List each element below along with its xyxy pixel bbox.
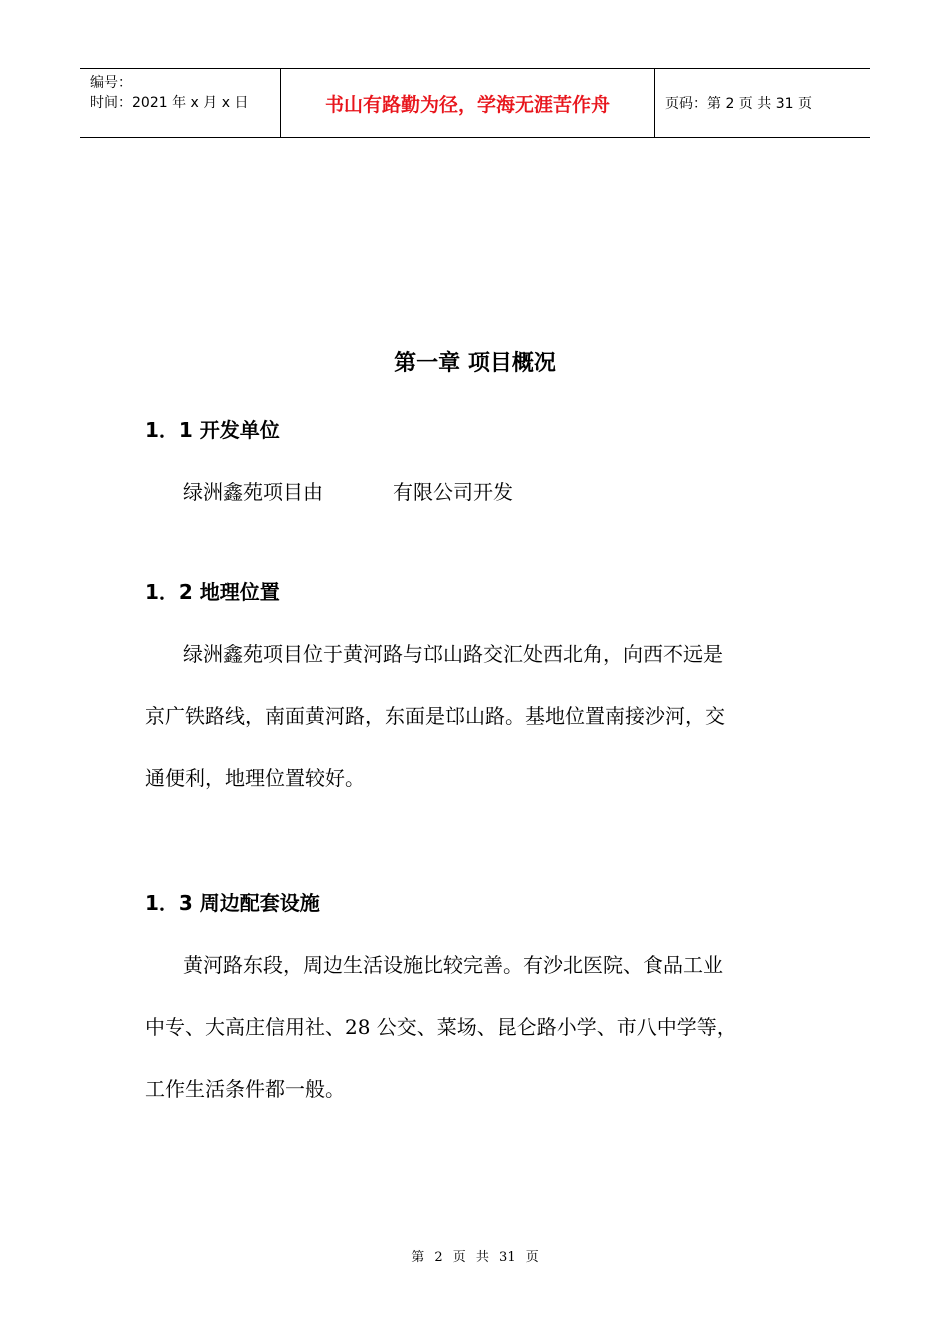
document-number-label: 编号：	[90, 75, 132, 91]
text-fragment: 绿洲鑫苑项目由	[183, 480, 323, 504]
chapter-title: 第一章 项目概况	[394, 351, 556, 376]
section-heading: 1．2 地理位置	[145, 580, 280, 604]
section-paragraph	[145, 623, 810, 809]
header-motto: 书山有路勤为径，学海无涯苦作舟	[281, 69, 655, 137]
section-heading: 1．1 开发单位	[145, 418, 280, 442]
paragraph-line: 中专、大高庄信用社、28 公交、菜场、昆仑路小学、市八中学等，	[145, 1015, 737, 1039]
text-fragment: 有限公司开发	[393, 480, 513, 504]
section-paragraph	[145, 461, 810, 523]
section-heading: 1．3 周边配套设施	[145, 891, 320, 915]
paragraph-line: 通便利，地理位置较好。	[145, 766, 365, 790]
paragraph-line: 京广铁路线，南面黄河路，东面是邙山路。基地位置南接沙河，交	[145, 704, 725, 728]
header-meta-cell	[80, 69, 281, 137]
section-paragraph	[145, 934, 810, 1120]
header-page-info: 页码：第 2 页 共 31 页	[665, 96, 812, 112]
paragraph-line: 工作生活条件都一般。	[145, 1077, 345, 1101]
page-footer: 第 2 页 共 31 页	[411, 1250, 539, 1265]
paragraph-line: 绿洲鑫苑项目位于黄河路与邙山路交汇处西北角，向西不远是	[183, 642, 723, 666]
paragraph-line: 黄河路东段，周边生活设施比较完善。有沙北医院、食品工业	[183, 953, 723, 977]
paragraph-line	[145, 461, 810, 523]
page-header	[80, 68, 870, 138]
document-date-label: 时间：2021 年 x 月 x 日	[90, 95, 249, 111]
